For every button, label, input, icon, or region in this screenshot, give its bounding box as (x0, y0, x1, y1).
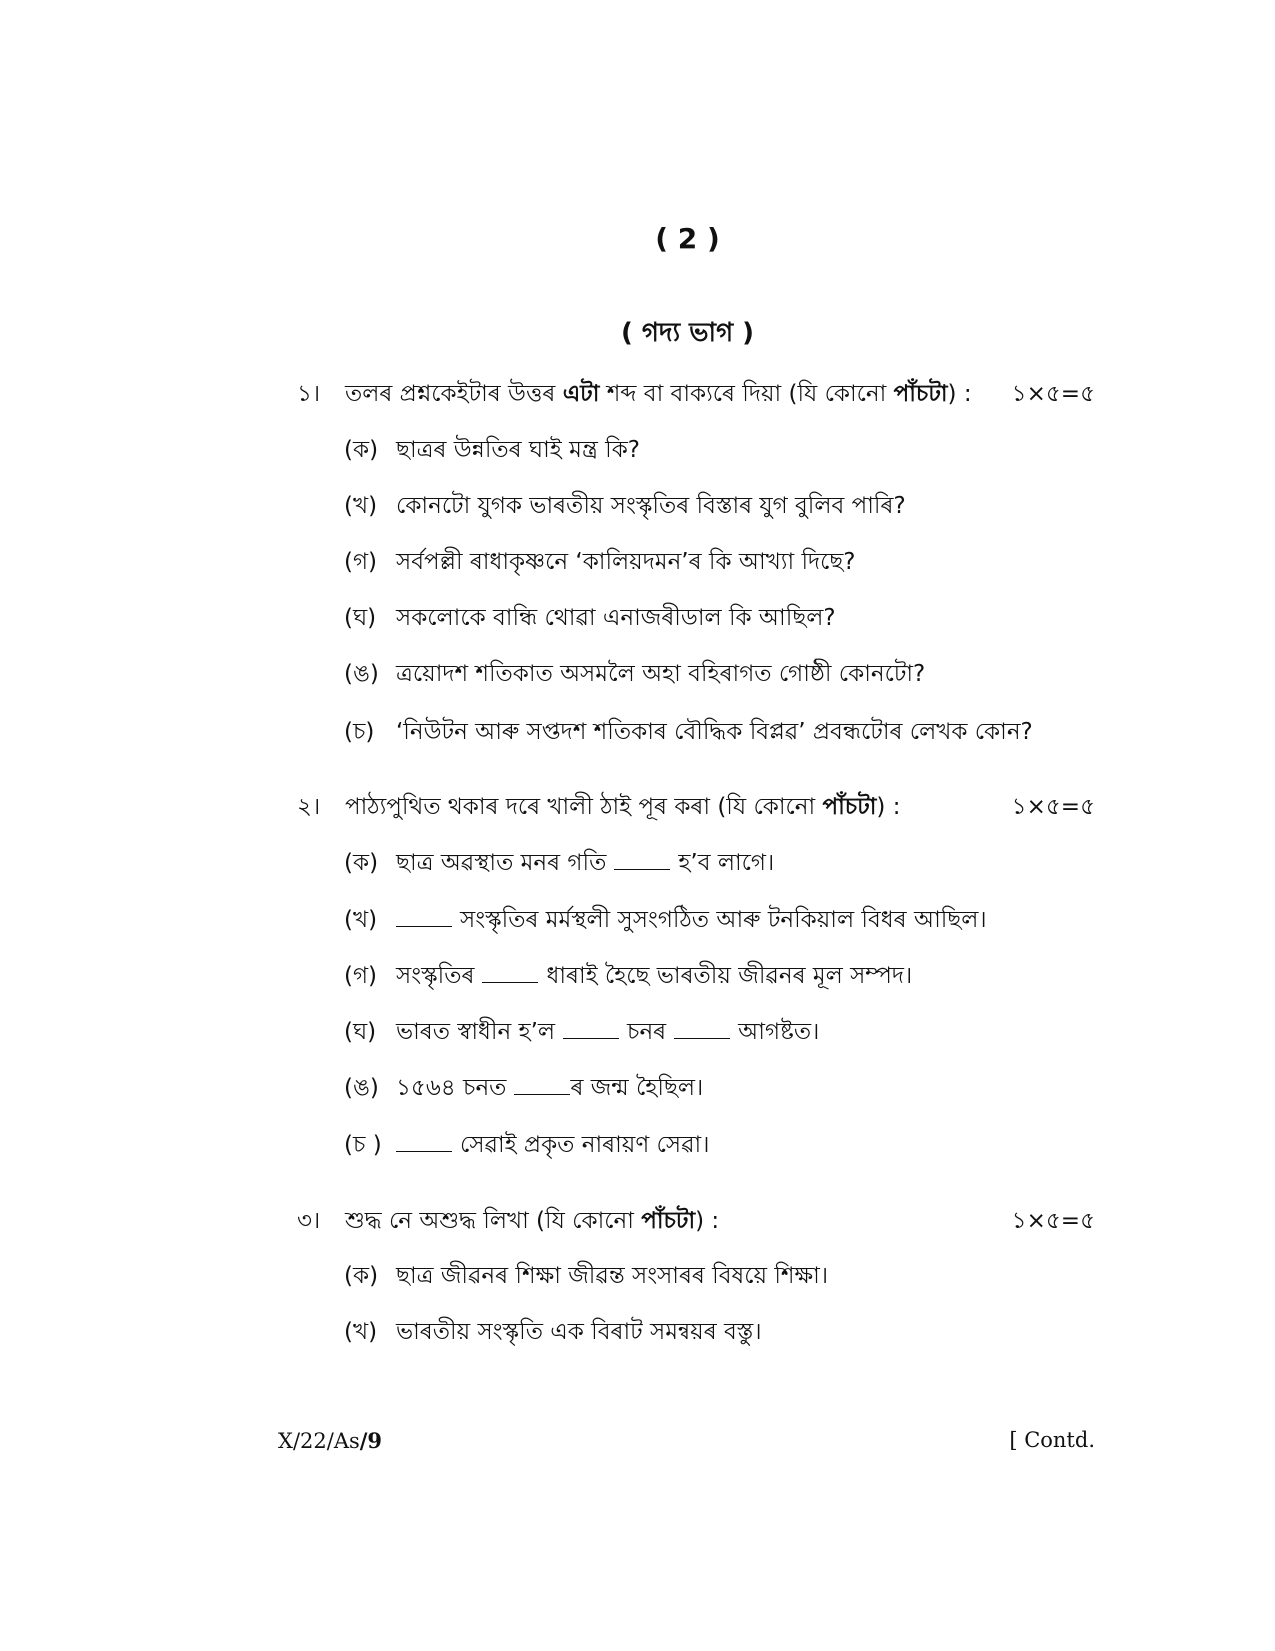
list-item: (খ) সংস্কৃতিৰ মৰ্মস্থলী সুসংগঠিত আৰু টনকিয়াল বিধৰ আছিল। (344, 901, 987, 940)
blank-line (514, 1071, 570, 1095)
question-marks: ১×৫=৫ (1011, 1208, 1095, 1234)
list-item: (ঙ) ত্ৰয়োদশ শতিকাত অসমলৈ অহা বহিৰাগত গোষ্ঠী কোনটো? (344, 661, 926, 687)
list-item: (খ) কোনটো যুগক ভাৰতীয় সংস্কৃতিৰ বিস্তাৰ যুগ বুলিব পাৰি? (344, 493, 906, 519)
list-item: (ঙ) ১৫৬৪ চনত ৰ জন্ম হৈছিল। (344, 1069, 703, 1108)
question-3-heading (297, 1202, 1095, 1241)
blank-line (563, 1015, 619, 1039)
section-title: ( গদ্য ভাগ ) (620, 318, 755, 348)
list-item: (খ) ভাৰতীয় সংস্কৃতি এক বিৰাট সমন্বয়ৰ বস্তু। (344, 1319, 762, 1345)
list-item: (ঘ) ভাৰত স্বাধীন হ’ল চনৰ আগষ্টত। (344, 1013, 819, 1052)
question-2-heading (297, 788, 1095, 827)
question-marks: ১×৫=৫ (1011, 794, 1095, 820)
page-number: ( 2 ) (655, 222, 720, 255)
question-text: পাঠ্যপুথিত থকাৰ দৰে খালী ঠাই পূৰ কৰা (যি কোনো পাঁচটা) : (345, 794, 901, 820)
list-item: (ক) ছাত্ৰ অৱস্থাত মনৰ গতি হ’ব লাগে। (344, 844, 774, 883)
question-number: ৩। (297, 1208, 321, 1234)
blank-line (396, 903, 452, 927)
list-item: (গ) সৰ্বপল্লী ৰাধাকৃষ্ণনে ‘কালিয়দমন’ৰ কি আখ্যা দিছে? (344, 549, 856, 575)
list-item: (চ ) সেৱাই প্ৰকৃত নাৰায়ণ সেৱা। (344, 1126, 709, 1165)
paper-code: X/22/As/9 (278, 1428, 383, 1453)
question-number: ২। (297, 794, 321, 820)
list-item: (ক) ছাত্ৰ জীৱনৰ শিক্ষা জীৱন্ত সংসাৰৰ বিষয়ে শিক্ষা। (344, 1263, 829, 1289)
blank-line (396, 1128, 452, 1152)
list-item: (ক) ছাত্ৰৰ উন্নতিৰ ঘাই মন্ত্ৰ কি? (344, 437, 640, 463)
question-text: তলৰ প্ৰশ্নকেইটাৰ উত্তৰ এটা শব্দ বা বাক্যৰে দিয়া (যি কোনো পাঁচটা) : (345, 381, 972, 407)
continued-label: [ Contd. (1009, 1428, 1095, 1452)
list-item: (ঘ) সকলোকে বান্ধি থোৱা এনাজৰীডাল কি আছিল? (344, 605, 836, 631)
question-text: শুদ্ধ নে অশুদ্ধ লিখা (যি কোনো পাঁচটা) : (345, 1208, 720, 1234)
blank-line (614, 846, 670, 870)
question-marks: ১×৫=৫ (1011, 381, 1095, 407)
question-1-heading (297, 375, 1095, 414)
blank-line (674, 1015, 730, 1039)
question-number: ১। (297, 381, 321, 407)
list-item: (চ) ‘নিউটন আৰু সপ্তদশ শতিকাৰ বৌদ্ধিক বিপ্লৱ’ প্ৰবন্ধটোৰ লেখক কোন? (344, 719, 1033, 745)
list-item: (গ) সংস্কৃতিৰ ধাৰাই হৈছে ভাৰতীয় জীৱনৰ মূল সম্পদ। (344, 957, 912, 996)
blank-line (482, 959, 538, 983)
